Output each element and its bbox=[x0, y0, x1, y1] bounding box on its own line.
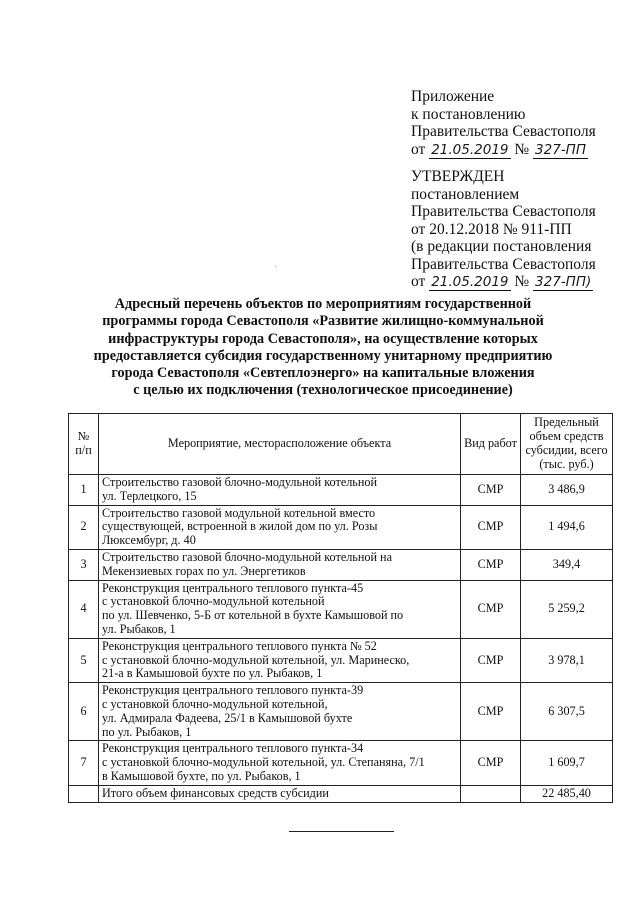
table-row bbox=[69, 549, 613, 580]
scan-speck: · bbox=[274, 262, 278, 273]
table-header-row bbox=[69, 414, 613, 475]
row-number: 5 bbox=[69, 638, 99, 682]
row-number: 3 bbox=[69, 549, 99, 580]
description-line: ул. Терлецкого, 15 bbox=[102, 488, 197, 503]
row-work-type: СМР bbox=[461, 638, 521, 682]
title-line: с целью их подключения (технологическое присоединение) bbox=[133, 382, 513, 399]
total-sum: 22 485,40 bbox=[521, 785, 613, 802]
row-subsidy-amount: 6 307,5 bbox=[521, 683, 613, 741]
approval-date-line bbox=[411, 273, 596, 291]
appendix-line: Правительства Севастополя bbox=[411, 123, 596, 140]
row-work-type: СМР bbox=[461, 741, 521, 785]
table-row bbox=[69, 580, 613, 638]
description-line: Люксембург, д. 40 bbox=[102, 533, 196, 548]
table-row bbox=[69, 683, 613, 741]
row-description bbox=[99, 475, 461, 506]
description-line: с установкой блочно-модульной котельной, ул. Степаняна, 7/1 bbox=[102, 755, 425, 770]
handwritten-number: 327-ПП bbox=[535, 141, 586, 158]
header-num: № п/п bbox=[69, 414, 99, 475]
table-row bbox=[69, 638, 613, 682]
approval-line: Правительства Севастополя bbox=[411, 255, 596, 273]
description-line: Строительство газовой блочно-модульной котельной на bbox=[102, 549, 392, 564]
appendix-line: к постановлению bbox=[411, 105, 526, 123]
row-description bbox=[99, 549, 461, 580]
total-empty-cell bbox=[461, 785, 521, 802]
description-line: Мекензиевых горах по ул. Энергетиков bbox=[102, 563, 306, 578]
row-subsidy-amount: 1 494,6 bbox=[521, 505, 613, 549]
row-work-type: СМР bbox=[461, 549, 521, 580]
description-line: Строительство газовой модульной котельной вместо bbox=[102, 505, 376, 520]
description-line: в Камышовой бухте, по ул. Рыбаков, 1 bbox=[102, 768, 301, 783]
description-line: ул. Рыбаков, 1 bbox=[102, 621, 176, 636]
title-line: города Севастополя «Севтеплоэнерго» на капитальные вложения bbox=[111, 365, 535, 382]
total-empty-cell bbox=[69, 785, 99, 802]
handwritten-date: 21.05.2019 bbox=[431, 141, 509, 158]
table-row bbox=[69, 475, 613, 506]
appendix-line: Приложение bbox=[411, 88, 495, 105]
row-work-type: СМР bbox=[461, 580, 521, 638]
total-label: Итого объем финансовых средств субсидии bbox=[99, 785, 461, 802]
row-description bbox=[99, 683, 461, 741]
description-line: Реконструкция центрального теплового пункта № 52 bbox=[102, 638, 377, 653]
row-description bbox=[99, 580, 461, 638]
title-line: предоставляется субсидия государственному унитарному предприятию bbox=[93, 347, 553, 364]
description-line: Реконструкция центрального теплового пункта-34 bbox=[102, 741, 364, 756]
description-line: с установкой блочно-модульной котельной, bbox=[102, 696, 328, 711]
approval-line: от 20.12.2018 № 911-ПП bbox=[411, 220, 572, 238]
description-line: с установкой блочно-модульной котельной bbox=[102, 594, 325, 609]
title-line: инфраструктуры города Севастополя», на осуществление которых bbox=[108, 330, 538, 347]
row-subsidy-amount: 3 486,9 bbox=[521, 475, 613, 506]
row-subsidy-amount: 1 609,7 bbox=[521, 741, 613, 785]
handwritten-number: 327-ПП) bbox=[535, 274, 592, 290]
description-line: по ул. Шевченко, 5-Б от котельной в бухте Камышовой по bbox=[102, 608, 404, 623]
description-line: 21-а в Камышовой бухте по ул. Рыбаков, 1 bbox=[102, 666, 323, 681]
approval-heading: УТВЕРЖДЕН bbox=[411, 168, 505, 185]
row-number: 4 bbox=[69, 580, 99, 638]
row-description bbox=[99, 741, 461, 785]
approval-line: (в редакции постановления bbox=[411, 238, 592, 255]
description-line: по ул. Рыбаков, 1 bbox=[102, 724, 192, 739]
document-title bbox=[64, 296, 582, 400]
number-label: № bbox=[514, 273, 530, 290]
description-line: с установкой блочно-модульной котельной, ул. Маринеско, bbox=[102, 652, 410, 667]
row-work-type: СМР bbox=[461, 475, 521, 506]
row-description bbox=[99, 505, 461, 549]
row-work-type: СМР bbox=[461, 683, 521, 741]
row-number: 6 bbox=[69, 683, 99, 741]
appendix-block bbox=[411, 88, 596, 159]
number-label: № bbox=[514, 140, 530, 158]
from-label: от bbox=[411, 273, 426, 290]
description-line: существующей, встроенной в жилой дом по ул. Розы bbox=[102, 519, 378, 534]
row-work-type: СМР bbox=[461, 505, 521, 549]
description-line: Строительство газовой блочно-модульной котельной bbox=[102, 475, 378, 489]
header-work: Вид работ bbox=[461, 414, 521, 475]
row-subsidy-amount: 3 978,1 bbox=[521, 638, 613, 682]
handwritten-date: 21.05.2019 bbox=[431, 274, 509, 290]
table-body bbox=[69, 475, 613, 803]
description-line: ул. Адмирала Фадеева, 25/1 в Камышовой бухте bbox=[102, 710, 353, 725]
end-divider bbox=[289, 831, 394, 832]
description-line: Реконструкция центрального теплового пункта-45 bbox=[102, 580, 364, 595]
header-sum: Предельный объем средств субсидии, всего (тыс. руб.) bbox=[521, 414, 613, 475]
row-subsidy-amount: 349,4 bbox=[521, 549, 613, 580]
total-row bbox=[69, 785, 613, 802]
row-description bbox=[99, 638, 461, 682]
title-line: программы города Севастополя «Развитие жилищно-коммунальной bbox=[102, 313, 544, 330]
approval-line: Правительства Севастополя bbox=[411, 203, 596, 220]
from-label: от bbox=[411, 140, 426, 158]
table-row bbox=[69, 505, 613, 549]
description-line: Реконструкция центрального теплового пункта-39 bbox=[102, 683, 364, 698]
row-number: 2 bbox=[69, 505, 99, 549]
row-number: 1 bbox=[69, 475, 99, 506]
title-line: Адресный перечень объектов по мероприятиям государственной bbox=[114, 296, 532, 312]
header-event: Мероприятие, месторасположение объекта bbox=[99, 414, 461, 475]
row-subsidy-amount: 5 259,2 bbox=[521, 580, 613, 638]
approval-line: постановлением bbox=[411, 185, 520, 203]
appendix-date-line bbox=[411, 141, 596, 159]
approval-block bbox=[411, 168, 596, 291]
row-number: 7 bbox=[69, 741, 99, 785]
objects-table bbox=[68, 413, 613, 803]
table-row bbox=[69, 741, 613, 785]
